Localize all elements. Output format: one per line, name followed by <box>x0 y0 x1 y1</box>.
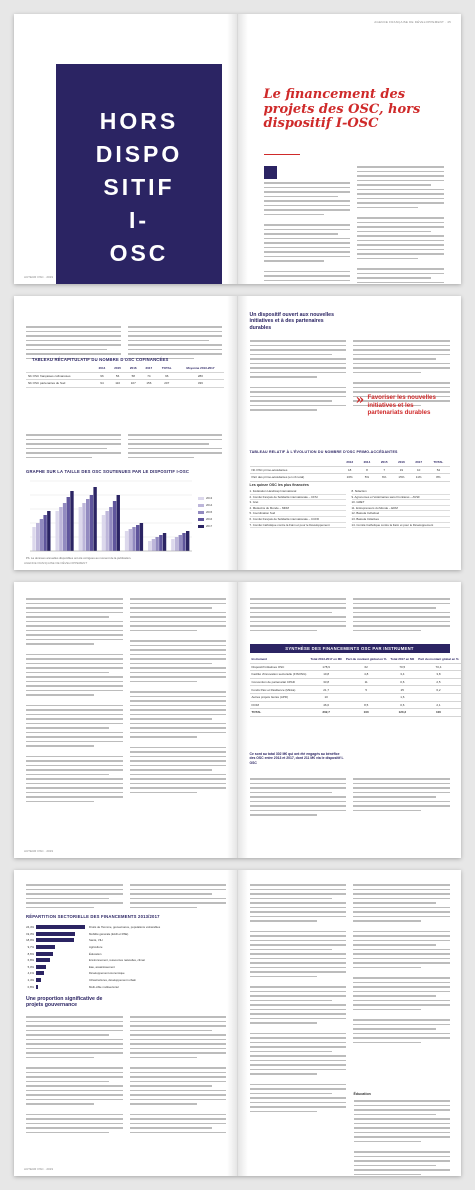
page-footer: AGENCE FRANÇAISE DE DÉVELOPPEMENT <box>24 561 88 565</box>
chart-bar <box>163 533 166 551</box>
spread-1 <box>14 14 461 284</box>
list-item: 10. GRET <box>352 500 450 506</box>
bar-row <box>22 937 160 944</box>
page-footer: AUTEUR OSC · 2019 <box>24 275 54 279</box>
list-item: 12. Batoula Individuel <box>352 511 450 517</box>
chart-bar <box>125 531 128 551</box>
instrument-table <box>250 656 461 717</box>
sector-bar <box>36 952 53 956</box>
bar-value-label: 4,1% <box>27 971 34 976</box>
legend-swatch <box>198 511 204 514</box>
bar-row <box>22 950 160 957</box>
bar-row <box>22 931 160 938</box>
table-row: Nb OSC primo-accédantes 18 8 7 19 10 54 <box>250 466 450 474</box>
pull-quote: Favoriser les nouvelles initiatives et les partenariats durables <box>367 394 436 417</box>
bar-value-label: 6,8% <box>27 958 34 963</box>
table-header-row: 2014 2015 2016 2017 TOTAL Moyenne 2013-2017 <box>26 365 224 372</box>
spread-4 <box>14 870 461 1176</box>
cover-title-block <box>56 64 222 284</box>
table-row: Nb OSC partenaires du Sud 94 110 107 156 207 336 <box>26 380 224 388</box>
sector-bar <box>36 985 38 989</box>
list-item: 5. Coordination Sud <box>250 511 346 517</box>
body-columns <box>26 434 222 458</box>
page-right <box>238 870 462 1176</box>
chart-bar <box>175 537 178 551</box>
chart-bar <box>117 495 120 551</box>
bar-track <box>36 965 86 969</box>
chart-bar <box>132 527 135 551</box>
page-left <box>14 14 238 284</box>
list-item: 4. Médecins du Monde – MDM <box>250 506 346 512</box>
chart-bar <box>102 515 105 551</box>
table-row: TOTAL 302,7 100 120,3 100 <box>250 709 461 717</box>
sector-bar <box>36 958 50 962</box>
bar-category-label: Éducation <box>89 951 102 956</box>
section-subtitle: Une proportion significative de projets gouvernance <box>26 996 103 1009</box>
table-row: Autres projets Gérés (APD) 10 1,6 <box>250 693 461 701</box>
body-columns <box>250 778 450 816</box>
bar-category-label: Santé, VIH <box>89 938 103 943</box>
bar-track <box>36 971 86 975</box>
title-rule <box>264 154 300 155</box>
section-subtitle: Un dispositif ouvert aux nouvelles initiatives et à des partenaires durables <box>249 312 334 331</box>
chart-bar <box>40 519 43 551</box>
chart-title: RÉPARTITION SECTORIELLE DES FINANCEMENTS 2013/2017 <box>26 914 160 919</box>
chapter-title: Le financement des projets des OSC, hors dispositif I-OSC <box>263 87 421 131</box>
chart-bar <box>148 541 151 551</box>
chart-bar <box>129 529 132 551</box>
chart-footnote: Pb. La données annuelles disponibles ont été corrigées au moment de la publication. <box>26 556 132 560</box>
section-heading: Éducation <box>353 1092 371 1096</box>
osc-count-table <box>26 365 224 388</box>
chart-bar <box>67 497 70 551</box>
sector-bar <box>36 938 74 942</box>
spread-3 <box>14 582 461 858</box>
bar-row <box>22 977 160 984</box>
chart-bar <box>63 503 66 551</box>
body-columns <box>26 1016 226 1133</box>
bar-category-label: Environnement, ressources naturelles, climat <box>89 958 145 963</box>
list-item: 1. Fédération Handicap International <box>250 489 346 495</box>
table-row: Fonds Paix et Résilience (Minka) 21,7 5 25 6,2 <box>250 686 461 694</box>
body-columns <box>26 326 222 359</box>
table-row: Part des primo-accédantes (en nb total) 16% 5% 6% 15% 11% 8% <box>250 474 450 482</box>
list-item: 3. Gret <box>250 500 346 506</box>
list-item: 7. Comité Catholique contre la Faim et pour le Développement <box>250 523 346 529</box>
sector-bar <box>36 978 41 982</box>
chart-bar <box>47 511 50 551</box>
page-left <box>14 296 238 570</box>
table-title: TABLEAU RÉCAPITULATIF DU NOMBRE D'OSC COFINANCÉES <box>32 357 169 362</box>
body-columns <box>354 1100 450 1175</box>
top-osc-list <box>250 489 346 528</box>
chart-bar <box>182 533 185 551</box>
chart-bar <box>55 511 58 551</box>
chart-bar <box>82 503 85 551</box>
legend-swatch <box>198 504 204 507</box>
bar-category-label: Droits de l'homme, gouvernance, populations vulnérables <box>89 925 161 930</box>
chart-bar <box>152 539 155 551</box>
page-header: AGENCE FRANÇAISE DE DÉVELOPPEMENT · 45 <box>374 20 451 24</box>
page-right <box>238 14 462 284</box>
body-columns <box>264 166 444 284</box>
cover-line: SITIF <box>103 173 175 200</box>
body-columns <box>250 598 450 631</box>
table-row: FIOM 46,6 8,5 0,6 2,1 <box>250 701 461 709</box>
bar-value-label: 5,0% <box>27 964 34 969</box>
table-row: Convention de partenariat CPAD 33,8 11 0,6 2,5 <box>250 678 461 686</box>
legend-swatch <box>198 518 204 521</box>
page-left <box>14 870 238 1176</box>
highlight-paragraph: Ce sont au total 302 M€ qui ont été engagés au bénéfice des OSC entre 2013 et 2017, dont 211 M€ via le dispositif I-OSC <box>249 752 344 765</box>
sector-bar <box>36 925 85 929</box>
chart-bar <box>86 499 89 551</box>
sector-bar-chart <box>22 924 160 990</box>
cover-line: DISPO <box>95 140 183 167</box>
chart-bar <box>90 495 93 551</box>
sector-bar <box>36 965 46 969</box>
chart-bar <box>113 501 116 551</box>
bar-value-label: 8,6% <box>27 951 34 956</box>
drop-cap-block <box>264 166 277 179</box>
page-left <box>14 582 238 858</box>
table-header-row: Instrument Total 2013-2017 en M€ Part du montant global en % Total 2017 en M€ Part du montant global en % <box>251 657 459 662</box>
chart-bar <box>79 507 82 551</box>
chart-bar <box>93 487 96 551</box>
legend-swatch <box>198 525 204 528</box>
bar-track <box>36 932 86 936</box>
list-item: 13. Batoula Initiatives <box>352 517 450 523</box>
bar-track <box>36 985 86 989</box>
chart-title: GRAPHE SUR LA TAILLE DES OSC SOUTENUES PAR LE DISPOSITIF I-OSC <box>26 469 190 474</box>
spread-2 <box>14 296 461 570</box>
text-column <box>357 166 444 284</box>
page-right <box>238 296 462 570</box>
bar-row <box>22 983 160 990</box>
page-footer: AUTEUR OSC · 2019 <box>24 849 54 853</box>
bar-category-label: Eau, assainissement <box>89 964 115 969</box>
cover-line: I- <box>128 206 150 233</box>
legend-item: 2015 <box>198 510 212 514</box>
bar-category-label: Agriculture <box>89 945 103 950</box>
chart-bar <box>36 523 39 551</box>
bar-category-label: Développement économique <box>89 971 125 976</box>
chart-bar <box>70 491 73 551</box>
bar-track <box>36 938 86 942</box>
body-columns <box>26 884 226 908</box>
chart-bar <box>105 511 108 551</box>
legend-item: 2017 <box>198 524 212 528</box>
sector-bar <box>36 932 75 936</box>
bar-value-label: 24,4% <box>26 925 34 930</box>
bar-value-label: 0,8% <box>27 984 34 989</box>
cover-line: HORS <box>99 107 179 134</box>
chart-bar <box>186 531 189 551</box>
bar-track <box>36 978 86 982</box>
bar-row <box>22 957 160 964</box>
bar-value-label: 9,7% <box>27 945 34 950</box>
table-header-row: 2013 2014 2015 2016 2017 TOTAL <box>250 459 450 466</box>
cover-line: OSC <box>109 239 169 266</box>
quote-mark-icon: » <box>355 392 365 408</box>
drop-cap <box>264 166 351 179</box>
bar-category-label: Mobilité générale (EAD et RSE) <box>89 931 129 936</box>
table-title: TABLEAU RELATIF À L'ÉVOLUTION DU NOMBRE D'OSC PRIMO-ACCÉDANTES <box>249 450 398 454</box>
legend-swatch <box>198 497 204 500</box>
chart-bar <box>43 515 46 551</box>
list-heading: Les quinze OSC les plus financées <box>249 483 309 487</box>
chart-bar <box>155 537 158 551</box>
chart-bar <box>59 507 62 551</box>
text-column <box>264 166 351 284</box>
table-banner: SYNTHÈSE DES FINANCEMENTS OSC PAR INSTRUMENT <box>250 644 450 653</box>
table-row: Nb OSC françaises cofinancées 96 56 58 74 96 280 <box>26 372 224 380</box>
sector-bar <box>36 945 55 949</box>
list-item: 8. Sidaction <box>352 489 450 495</box>
bar-category-label: Infrastructures, développement urbain <box>89 978 137 983</box>
body-columns <box>26 598 226 802</box>
top-osc-list <box>352 489 450 528</box>
chart-bar <box>32 527 35 551</box>
bar-row <box>22 964 160 971</box>
list-item: 6. Comité français de Solidarité internationale – CCFD <box>250 517 346 523</box>
bar-value-label: 2,4% <box>27 978 34 983</box>
bar-track <box>36 952 86 956</box>
chart-bar <box>159 535 162 551</box>
legend-item: 2014 <box>198 503 212 507</box>
table-row: Facilité d'innovation sectorielle (FISONG) 10,8 4,8 3,4 3,8 <box>250 671 461 679</box>
bar-track <box>36 958 86 962</box>
body-columns <box>250 884 450 1112</box>
list-item: 9. Agronomes et Vétérinaires sans Frontières – AVSF <box>352 495 450 501</box>
bar-value-label: 19,3% <box>26 931 34 936</box>
osc-size-chart <box>26 479 196 555</box>
sector-bar <box>36 971 44 975</box>
chart-legend <box>198 496 212 531</box>
chart-bar <box>140 523 143 551</box>
legend-item: 2013 <box>198 496 212 500</box>
chart-bar <box>179 535 182 551</box>
legend-item: 2016 <box>198 517 212 521</box>
bar-category-label: Multi-cible multisectoriel <box>89 984 119 989</box>
table-row: Dispositif Initiatives OSC 178,9 62 70,5 70,4 <box>250 663 461 671</box>
bar-value-label: 18,9% <box>26 938 34 943</box>
bar-track <box>36 925 86 929</box>
chart-bar <box>171 539 174 551</box>
page-right <box>238 582 462 858</box>
chart-bar <box>136 525 139 551</box>
chart-bar <box>109 507 112 551</box>
list-item: 2. Comité français de Solidarité internationale – CFSI <box>250 495 346 501</box>
bar-row <box>22 970 160 977</box>
primo-accedantes-table <box>250 459 450 482</box>
bar-track <box>36 945 86 949</box>
page-footer: AUTEUR OSC · 2019 <box>24 1167 54 1171</box>
list-item: 11. Entrepreneurs du Monde – EDM <box>352 506 450 512</box>
bar-row <box>22 944 160 951</box>
list-item: 14. Comité Catholique contre la Faim et pour le Développement <box>352 523 450 529</box>
bar-row <box>22 924 160 931</box>
